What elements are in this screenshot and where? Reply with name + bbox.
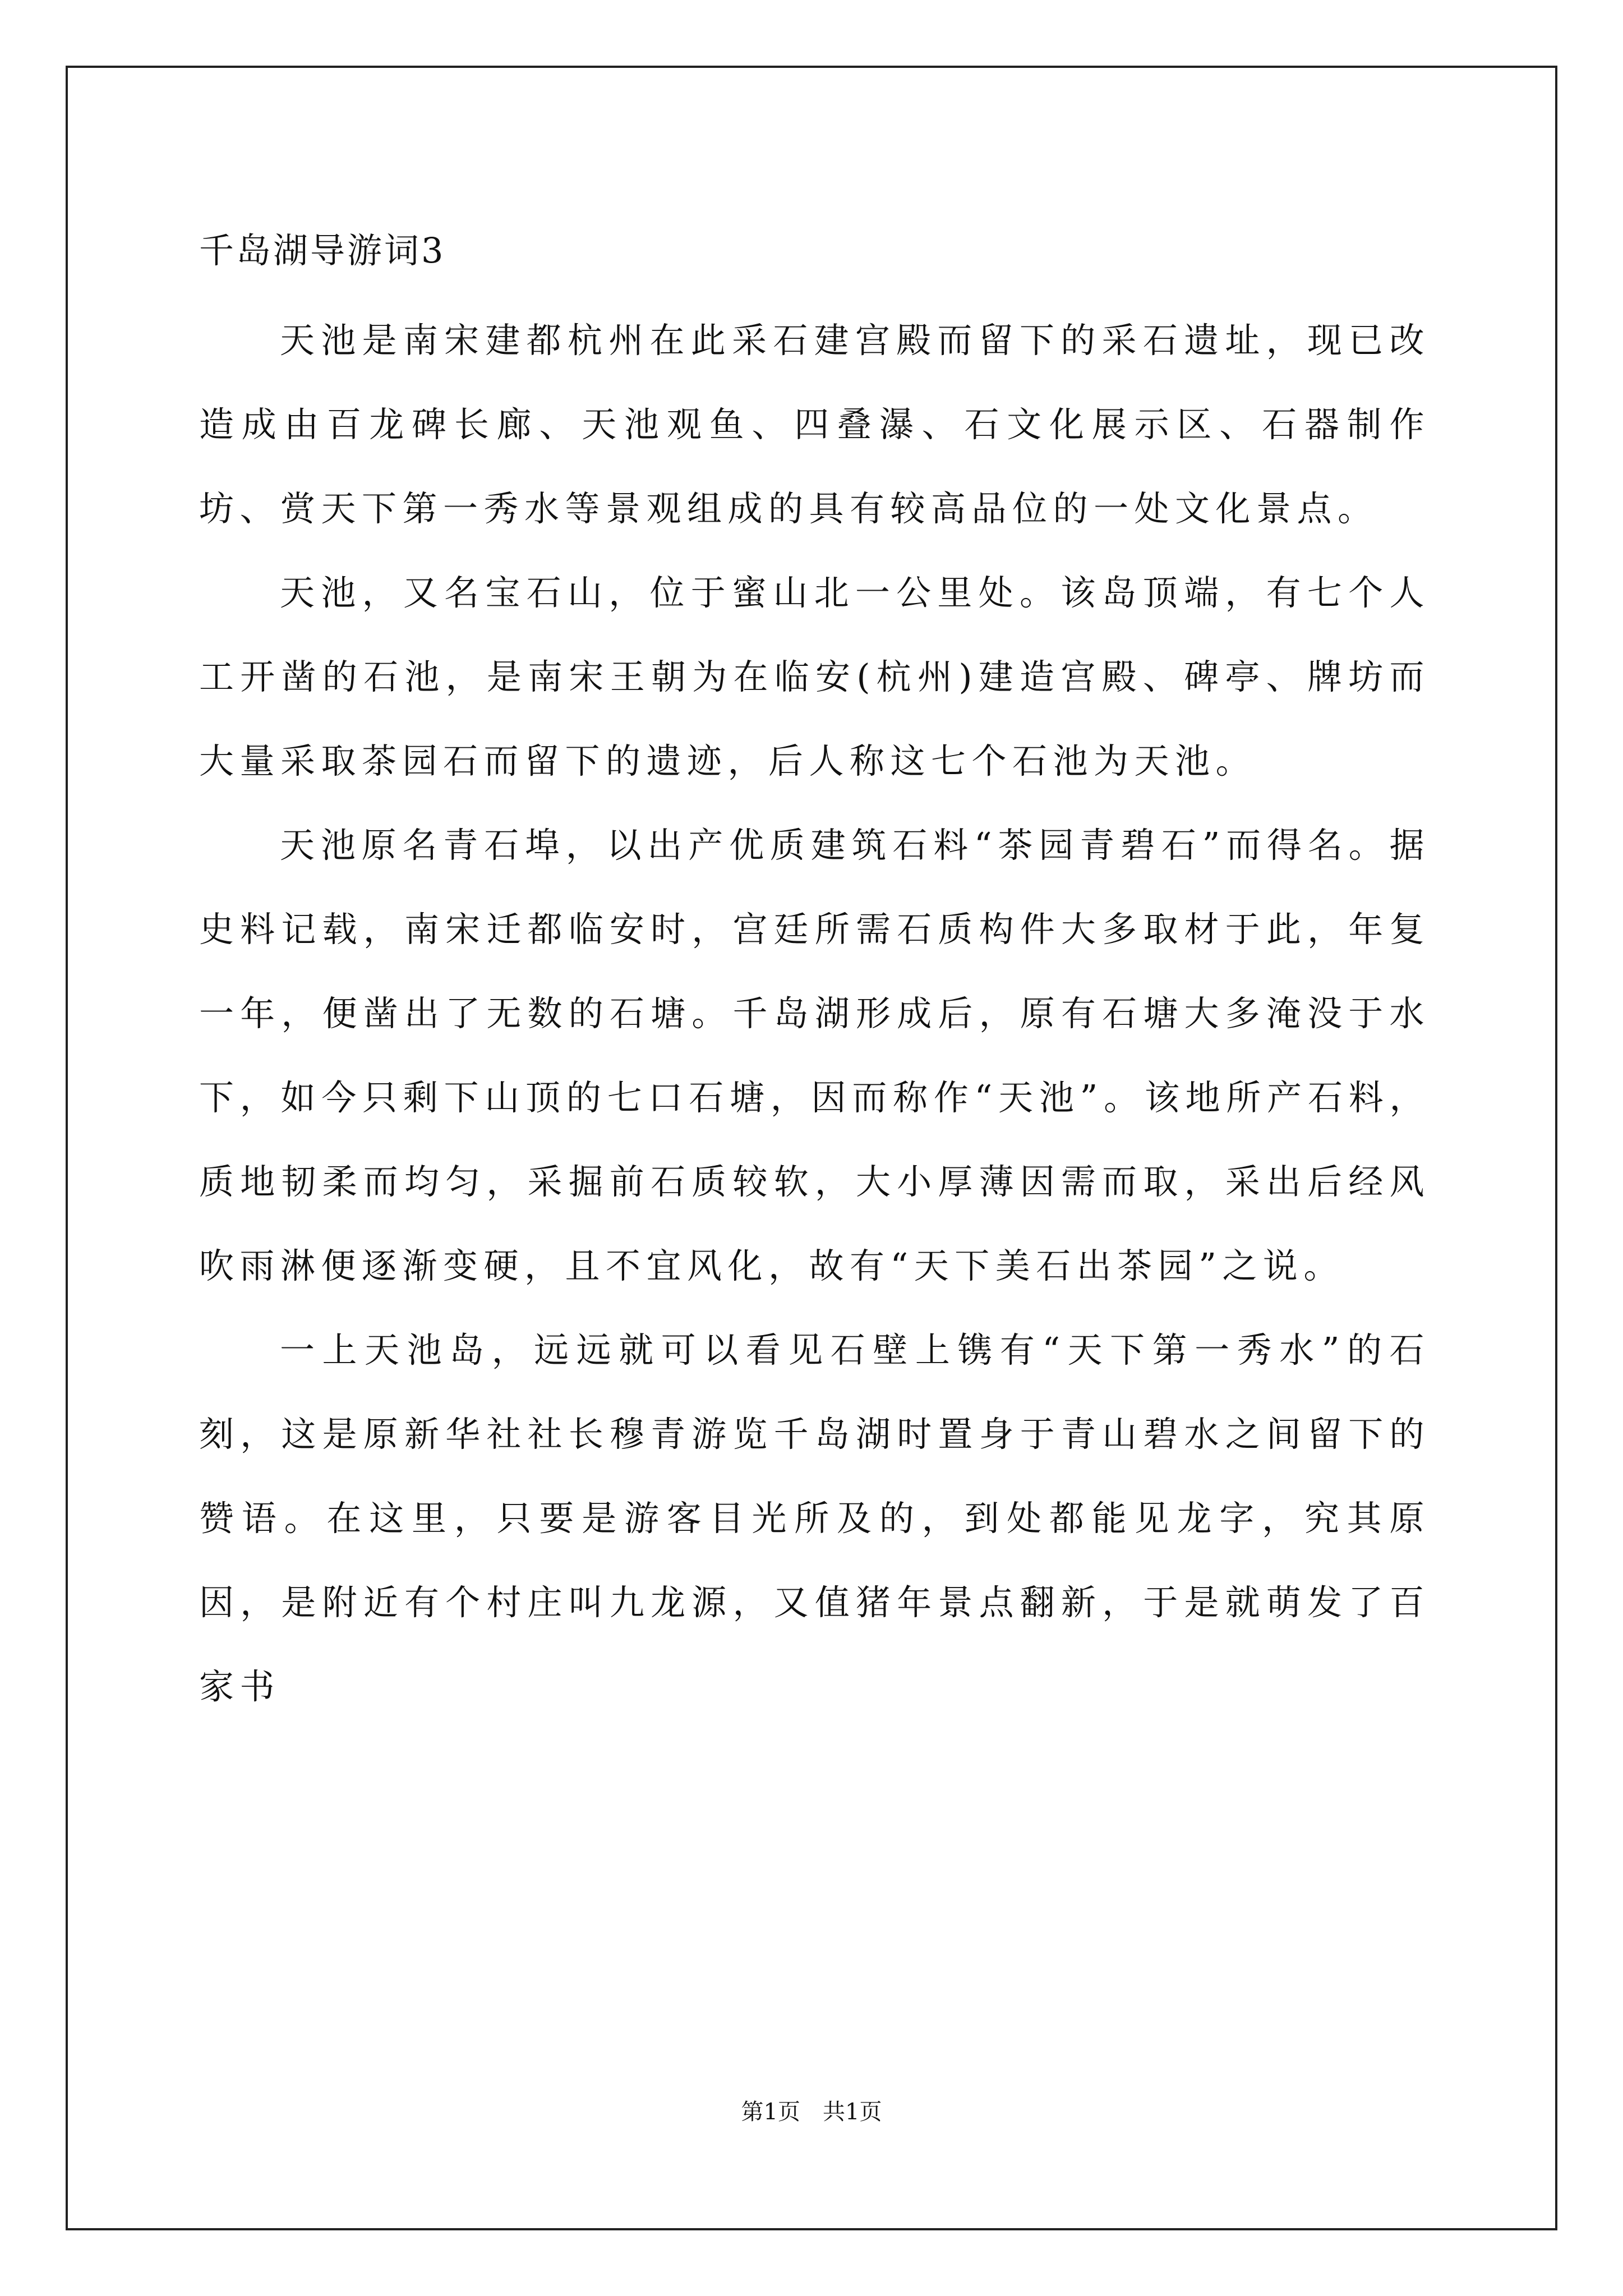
paragraph-3: 天池原名青石埠，以出产优质建筑石料“茶园青碧石”而得名。据史料记载，南宋迁都临安时，宫廷所需石质构件大多取材于此，年复一年，便凿出了无数的石塘。千岛湖形成后，原有石塘大多淹没于水下，如今只剩下山顶的七口石塘，因而称作“天池”。该地所产石料，质地韧柔而均匀，采掘前石质较软，大小厚薄因需而取，采出后经风吹雨淋便逐渐变硬，且不宜风化，故有“天下美石出茶园”之说。 [199, 825, 1430, 1286]
page-number-footer: 第1页 共1页 [741, 2099, 882, 2125]
paragraph-2: 天池，又名宝石山，位于蜜山北一公里处。该岛顶端，有七个人工开凿的石池，是南宋王朝为在临安(杭州)建造宫殿、碑亭、牌坊而大量采取茶园石而留下的遗迹，后人称这七个石池为天池。 [199, 572, 1430, 781]
paragraph-4: 一上天池岛，远远就可以看见石壁上镌有“天下第一秀水”的石刻，这是原新华社社长穆青游览千岛湖时置身于青山碧水之间留下的赞语。在这里，只要是游客目光所及的，到处都能见龙字，究其原因，是附近有个村庄叫九龙源，又值猪年景点翻新，于是就萌发了百家书 [199, 1329, 1430, 1707]
paragraph-1: 天池是南宋建都杭州在此采石建宫殿而留下的采石遗址，现已改造成由百龙碑长廊、天池观鱼、四叠瀑、石文化展示区、石器制作坊、赏天下第一秀水等景观组成的具有较高品位的一处文化景点。 [199, 320, 1430, 529]
document-body [199, 298, 1430, 1729]
document-title: 千岛湖导游词3 [199, 230, 446, 271]
